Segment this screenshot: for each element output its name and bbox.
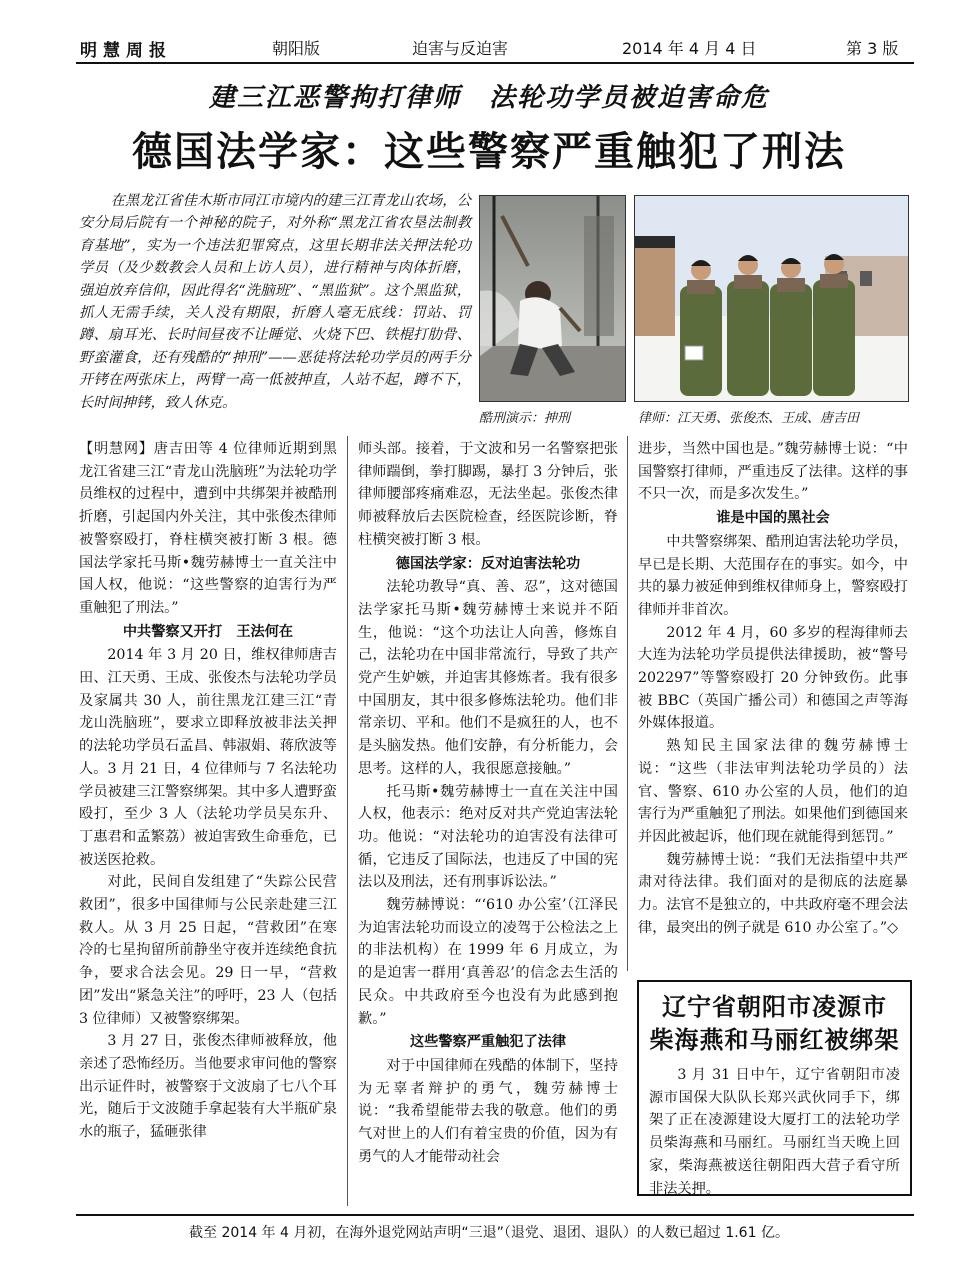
- article-column-2: [358, 438, 618, 1169]
- box-text: 3 月 31 日中午，辽宁省朝阳市凌源市国保大队队长郑兴武伙同手下，绑架了正在凌源建设大厦打工的法轮功学员柴海燕和马丽红。马丽红当天晚上回家，柴海燕被送往朝阳西大营子看守所非法关押。: [649, 1067, 900, 1197]
- article-column-1: [79, 438, 337, 1144]
- masthead: [76, 34, 914, 64]
- paragraph: 进步，当然中国也是。”魏劳赫博士说：“中国警察打律师，严重违反了法律。这样的事不只一次，而是多次发生。”: [638, 441, 908, 503]
- lawyers-photo: [634, 195, 909, 402]
- headline: 德国法学家：这些警察严重触犯了刑法: [132, 128, 846, 175]
- paragraph: 对于中国律师在残酷的体制下，坚持为无辜者辩护的勇气，魏劳赫博士说：“我希望能带去我的敬意。他们的勇气对世上的人们有着宝贵的价值，因为有勇气的人才能带动社会: [358, 1057, 618, 1165]
- section-heading: 中共警察又开打 王法何在: [122, 623, 294, 640]
- paragraph: 托马斯•魏劳赫博士一直在关注中国人权，他表示：绝对反对共产党迫害法轮功。他说：“对法轮功的迫害没有法律可循，它违反了国际法，也违反了中国的宪法以及刑法，还有刑事诉讼法。”: [358, 783, 618, 891]
- paragraph: 熟知民主国家法律的魏劳赫博士说：“这些（非法审判法轮功学员的）法官、警察、610 办公室的人员，他们的迫害行为严重触犯了刑法。如果他们到德国来并因此被起诉，他们现在就能得到惩罚。”: [638, 738, 908, 845]
- intro-paragraph: 在黑龙江省佳木斯市同江市境内的建三江青龙山农场，公安分局后院有一个神秘的院子，对外称“黑龙江省农垦法制教育基地”，实为一个违法犯罪窝点，这里长期非法关押法轮功学员（及少数教会人员和上访人员），进行精神与肉体折磨，强迫放弃信仰，因此得名“洗脑班”、“黑监狱”。这个黑监狱，抓人无需手续，关人没有期限，折磨人毫无底线：罚站、罚蹲、扇耳光、长时间昼夜不让睡觉、火烧下巴、铁棍打肋骨、野蛮灌食，还有残酷的“抻刑”——恶徒将法轮功学员的两手分开铐在两张床上，两臂一高一低被抻直，人站不起，蹲不下，长时间抻铐，致人休克。: [79, 193, 471, 411]
- footer-note: 截至 2014 年 4 月初，在海外退党网站声明“三退”（退党、退团、退队）的人数已超过 1.61 亿。: [189, 1225, 789, 1241]
- paragraph: 2014 年 3 月 20 日，维权律师唐吉田、江天勇、王成、张俊杰与法轮功学员及家属共 30 人，前往黑龙江建三江“青龙山洗脑班”，要求立即释放被非法关押的法轮功学员石孟昌、韩淑娟、蒋欣波等人。3 月 21 日，4 位律师与 7 名法轮功学员被建三江警察绑架。其中多人遭野蛮殴打，至少 3 人（法轮功学员吴东升、丁惠君和孟繁荔）被迫害致生命垂危，已被送医抢救。: [79, 647, 337, 868]
- subheadline: 建三江恶警拘打律师 法轮功学员被迫害命危: [208, 83, 769, 113]
- section-name: 迫害与反迫害: [412, 39, 509, 58]
- brand-name: 明慧周报: [80, 41, 172, 61]
- page-number: 第 3 版: [846, 39, 899, 58]
- paragraph: 魏劳赫博士说：“我们无法指望中共严肃对待法律。我们面对的是彻底的法庭暴力。法官不是独立的，中共政府毫不理会法律，最突出的例子就是 610 办公室了。”◇: [638, 851, 908, 936]
- paragraph: 对此，民间自发组建了“失踪公民营救团”，很多中国律师与公民亲赴建三江救人。从 3 月 25 日起，“营救团”在寒冷的七星拘留所前静坐守夜并连续绝食抗争，要求合法会见。29 日一早，“营救团”发出“紧急关注”的呼吁，23 人（包括 3 位律师）又被警察绑架。: [79, 874, 337, 1027]
- source-tag: 【明慧网】: [79, 441, 154, 457]
- paragraph: 2012 年 4 月，60 多岁的程海律师去大连为法轮功学员提供法律援助，被“警号 202297”等警察殴打 20 分钟致伤。此事被 BBC（英国广播公司）和德国之声等海外媒体报道。: [638, 624, 908, 732]
- torture-demo-photo: [479, 195, 626, 402]
- photo-caption-torture: 酷刑演示：抻刑: [479, 411, 571, 426]
- footer-rule: [76, 1214, 914, 1216]
- paragraph: 3 月 27 日，张俊杰律师被释放，他亲述了恐怖经历。当他要求审问他的警察出示证件时，被警察于文波扇了七八个耳光，随后于文波随手拿起装有大半瓶矿泉水的瓶子，猛砸张律: [79, 1033, 337, 1141]
- paragraph: 中共警察绑架、酷刑迫害法轮功学员，早已是长期、大范围存在的事实。如今，中共的暴力被延伸到维权律师身上，警察殴打律师并非首次。: [638, 533, 908, 618]
- section-heading: 这些警察严重触犯了法律: [409, 1034, 567, 1051]
- photo-caption-lawyers: 律师：江天勇、张俊杰、王成、唐吉田: [638, 411, 860, 426]
- column-divider: [627, 436, 628, 971]
- issue-date: 2014 年 4 月 4 日: [622, 39, 757, 58]
- paragraph: 魏劳赫博说：“‘610 办公室’（江泽民为迫害法轮功而设立的凌驾于公检法之上的非法机构）在 1999 年 6 月成立，为的是迫害一群用‘真善忍’的信念去生活的民众。中共政府至今也没有为此感到抱歉。”: [358, 897, 618, 1027]
- box-title: 辽宁省朝阳市凌源市 柴海燕和马丽红被绑架: [649, 992, 900, 1054]
- lead-paragraph: 【明慧网】唐吉田等 4 位律师近期到黑龙江省建三江“青龙山洗脑班”为法轮功学员维权的过程中，遭到中共绑架并被酷刑折磨，引起国内外关注，其中张俊杰律师被警察殴打，脊柱横突被打断 3 根。德国法学家托马斯•魏劳赫博士一直关注中国人权，他说：“这些警察的迫害行为严重触犯了刑法。”: [79, 441, 337, 616]
- news-box: [637, 980, 912, 1196]
- article-column-3: [638, 438, 908, 939]
- edition: 朝阳版: [272, 39, 321, 58]
- section-heading: 德国法学家：反对迫害法轮功: [395, 555, 581, 572]
- header-rule: [76, 62, 914, 64]
- section-heading: 谁是中国的黑社会: [716, 510, 830, 527]
- paragraph: 法轮功教导“真、善、忍”，这对德国法学家托马斯•魏劳赫博士来说并不陌生，他说：“这个功法让人向善，修炼自己，法轮功在中国非常流行，导致了共产党产生妒嫉，并迫害其修炼者。我有很多中国朋友，其中很多修炼法轮功。他们非常亲切、平和。他们不是疯狂的人，也不是头脑发热。他们安静，有分析能力，会思考。这样的人，我很愿意接触。”: [358, 579, 618, 777]
- paragraph: 师头部。接着，于文波和另一名警察把张律师踹倒，拳打脚踢，暴打 3 分钟后，张律师腰部疼痛难忍，无法坐起。张俊杰律师被释放后去医院检查，经医院诊断，脊柱横突被打断 3 根。: [358, 441, 618, 548]
- column-divider: [347, 436, 348, 1206]
